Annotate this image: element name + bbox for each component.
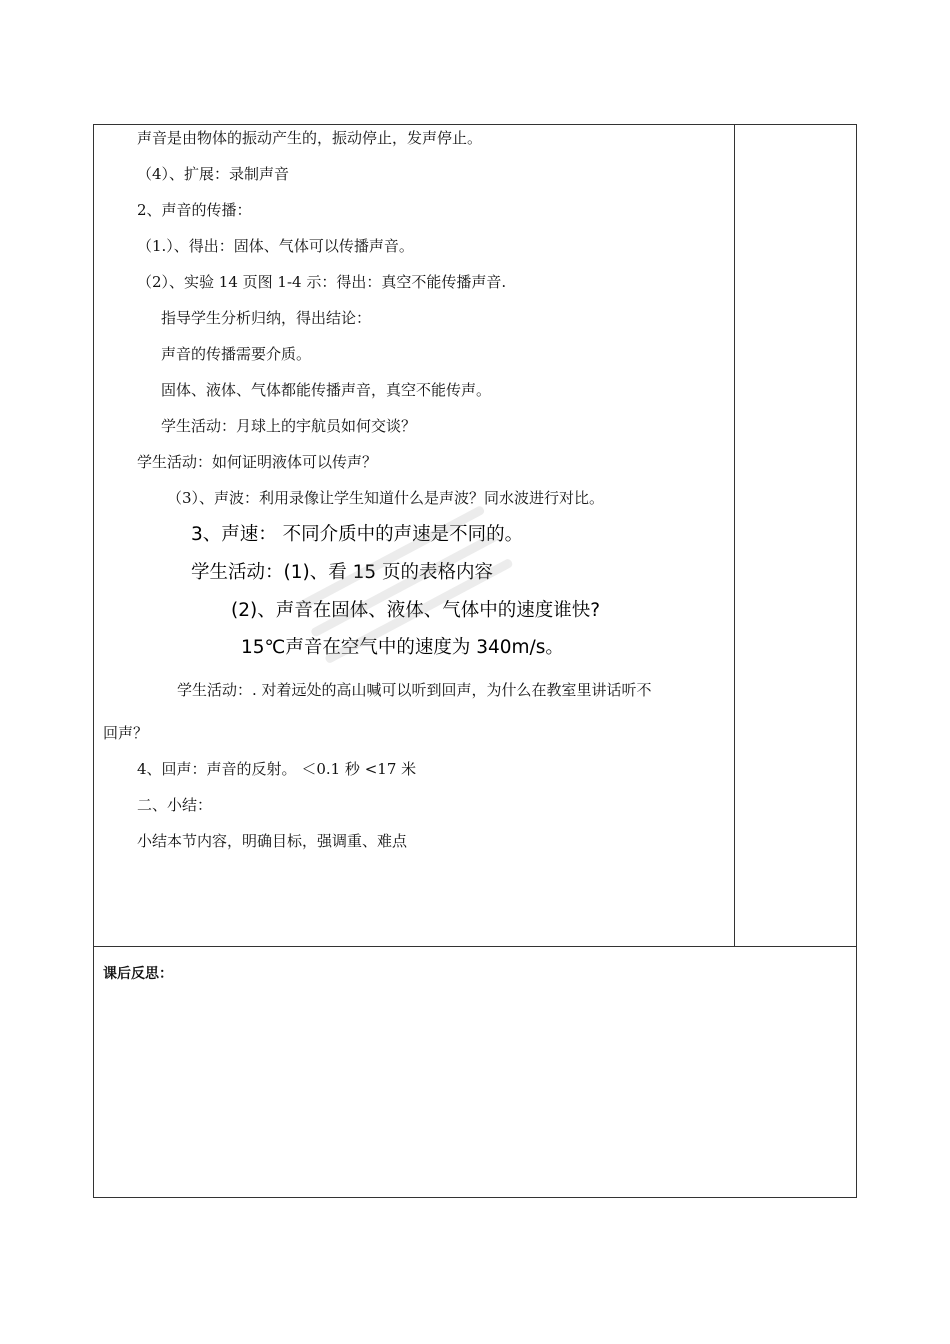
text-line: 2、声音的传播： [137,201,252,219]
activity-line: (2)、声音在固体、液体、气体中的速度谁快? [231,600,601,621]
text-line: （1.）、得出：固体、气体可以传播声音。 [137,237,414,255]
text-line: 小结本节内容，明确目标，强调重、难点 [137,832,408,850]
activity-line: 学生活动：(1)、看 15 页的表格内容 [191,562,494,583]
text-line: 4、回声：声音的反射。 ＜0.1 秒 <17 米 [137,760,417,778]
reflection-label: 课后反思： [103,966,173,982]
row-divider [94,946,856,947]
text-line: 学生活动：. 对着远处的高山喊可以听到回声，为什么在教室里讲话听不 [177,681,652,699]
text-line: 学生活动：月球上的宇航员如何交谈？ [161,417,417,435]
text-line: （4）、扩展：录制声音 [137,165,290,183]
text-line: 指导学生分析归纳，得出结论： [161,309,372,327]
column-divider [734,125,735,946]
text-line: 二、小结： [137,796,213,814]
text-line: （2）、实验 14 页图 1-4 示：得出：真空不能传播声音. [137,273,507,291]
text-line: 学生活动：如何证明液体可以传声？ [137,453,378,471]
text-line: 固体、液体、气体都能传播声音，真空不能传声。 [161,381,492,399]
text-line: 声音是由物体的振动产生的，振动停止，发声停止。 [137,129,483,147]
lesson-table [93,124,857,1198]
text-line: 回声？ [103,724,149,742]
text-line: 声音的传播需要介质。 [161,345,312,363]
speed-fact: 15℃声音在空气中的速度为 340m/s。 [241,637,564,658]
speed-heading: 3、声速： 不同介质中的声速是不同的。 [191,524,524,545]
text-line: （3）、声波：利用录像让学生知道什么是声波？同水波进行对比。 [167,489,605,507]
